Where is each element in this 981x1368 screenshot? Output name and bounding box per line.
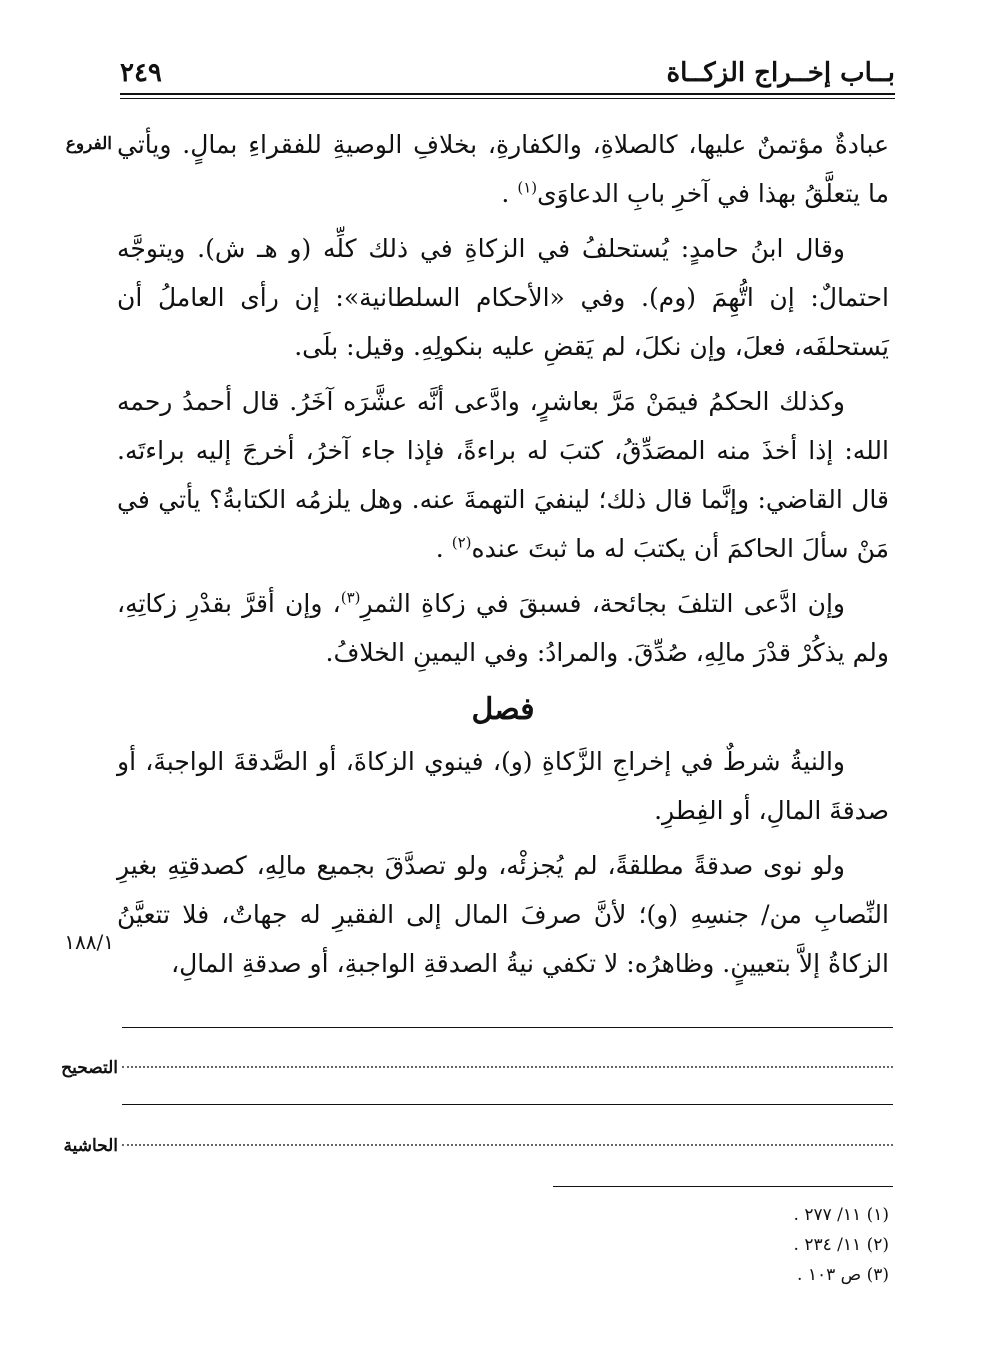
paragraph-5: والنيةُ شرطٌ في إخراجِ الزَّكاةِ (و)، فينوي الزكاةَ، أو الصَّدقةَ الواجبةَ، أو صدقةَ المالِ، أو الفِطرِ.: [117, 747, 889, 825]
paragraph-1: [117, 120, 889, 218]
paragraph-3-text: وكذلك الحكمُ فيمَنْ مَرَّ بعاشرٍ، وادَّعى أنَّه عشَّرَه آخَرُ. قال أحمدُ رحمه الله: إذا أخذَ منه المصَدِّقُ، كتبَ له براءةً، فإذا جاء آخرُ، أخرجَ إليه براءتَه. قال القاضي: وإنَّما قال ذلك؛ لينفيَ التهمةَ عنه. وهل يلزمُه الكتابةُ؟ يأتي في مَنْ سألَ الحاكمَ أن يكتبَ له ما ثبتَ عنده: [117, 387, 889, 563]
paragraph-4-text-b: ، وإن أقرَّ بقدْرِ زكاتِهِ، ولم يذكُرْ قدْرَ مالِهِ، صُدِّقَ. والمرادُ: وفي اليمينِ الخلافُ.: [117, 589, 889, 667]
footnote-item: (٣) ص ١٠٣ .: [797, 1265, 889, 1285]
footnote-marker-2: (٢): [451, 533, 472, 552]
side-label-furu: الفروع: [65, 134, 112, 154]
footnote-item: (١) ١١/ ٢٧٧ .: [793, 1205, 889, 1225]
page-header: [120, 56, 895, 92]
side-page-reference: ١٨٨/١: [64, 930, 114, 954]
hashiya-dotted-line: [122, 1144, 893, 1146]
footnote-item: (٢) ١١/ ٢٣٤ .: [793, 1235, 889, 1255]
side-label-hashiya: الحاشية: [63, 1136, 118, 1156]
header-rule: [120, 93, 895, 95]
footnote-marker-1: (١): [517, 178, 538, 197]
paragraph-3: [117, 377, 889, 573]
paragraph-4: [117, 579, 889, 677]
main-text: [117, 120, 889, 994]
paragraph-2: وقال ابنُ حامدٍ: يُستحلفُ في الزكاةِ في ذلك كلِّه (و هـ ش). ويتوجَّه احتمالٌ: إن اتُّهِمَ (وم). وفي «الأحكام السلطانية»: إن رأى العاملُ أن يَستحلفَه، فعلَ، وإن نكلَ، لم يَقضِ عليه بنكولِهِ. وقيل: بلَى.: [117, 234, 889, 361]
footnote-separator: [553, 1186, 893, 1187]
page-number: ٢٤٩: [120, 58, 162, 88]
section-heading: فصل: [471, 692, 535, 727]
hashiya-rule-top: [122, 1104, 893, 1105]
running-title: بــاب إخــراج الزكــاة: [666, 58, 895, 88]
tashih-dotted-line: [122, 1066, 893, 1068]
side-label-tashih: التصحيح: [61, 1058, 118, 1078]
paragraph-1-text: عبادةٌ مؤتمنٌ عليها، كالصلاةِ، والكفارةِ، بخلافِ الوصيةِ للفقراءِ بمالٍ. ويأتي ما يتعلَّقُ بهذا في آخرِ بابِ الدعاوَى: [117, 130, 889, 208]
paragraph-4-text-a: وإن ادَّعى التلفَ بجائحة، فسبقَ في زكاةِ الثمرِ: [360, 589, 845, 618]
header-rule-thin: [120, 98, 895, 99]
paragraph-6: ولو نوى صدقةً مطلقةً، لم يُجزئْه، ولو تصدَّقَ بجميع مالِهِ، كصدقتِهِ بغيرِ النِّصابِ من/ جنسِهِ (و)؛ لأنَّ صرفَ المال إلى الفقيرِ له جهاتٌ، فلا تتعيَّنُ الزكاةُ إلاَّ بتعيينٍ. وظاهرُه: لا تكفي نيةُ الصدقةِ الواجبةِ، أو صدقةِ المالِ،: [117, 851, 889, 978]
paragraph-3-end: .: [435, 534, 452, 563]
footnotes: [489, 1200, 889, 1290]
footnote-marker-3: (٣): [340, 588, 361, 607]
paragraph-1-end: .: [501, 179, 518, 208]
tashih-rule-top: [122, 1027, 893, 1028]
